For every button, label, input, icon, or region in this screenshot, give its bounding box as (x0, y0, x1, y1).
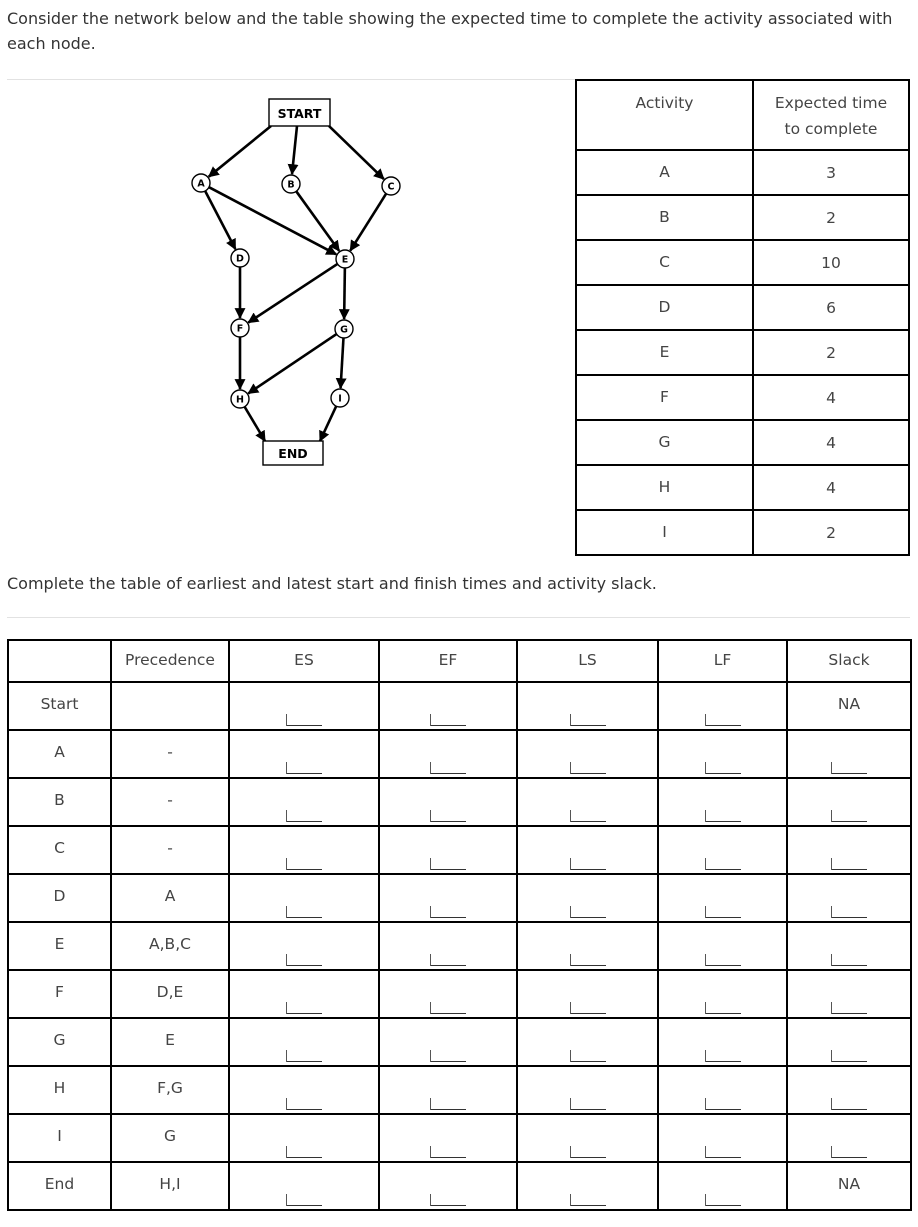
slack-cell (787, 682, 911, 730)
ef-input[interactable] (430, 761, 466, 774)
ls-input[interactable] (570, 1145, 606, 1158)
lf-input[interactable] (705, 857, 741, 870)
activity-cell: F (576, 375, 753, 420)
edge-arrow (292, 126, 297, 174)
node-a (192, 174, 210, 192)
slack-cell (787, 1066, 911, 1114)
es-cell (229, 874, 379, 922)
intro-text: Consider the network below and the table showing the expected time to complete the activity associated with each node. (7, 9, 893, 53)
node-h (231, 390, 249, 408)
activity-cell: B (8, 778, 111, 826)
table-header-row (8, 640, 911, 682)
lf-cell (658, 874, 787, 922)
precedence-cell: F,G (111, 1066, 229, 1114)
ef-input[interactable] (430, 1145, 466, 1158)
slack-cell (787, 922, 911, 970)
slack-input[interactable] (831, 1049, 867, 1062)
ls-input[interactable] (570, 1193, 606, 1206)
node-d (231, 249, 249, 267)
node-label: A (197, 178, 205, 190)
table-row (8, 1066, 911, 1114)
ls-cell (517, 970, 658, 1018)
ef-input[interactable] (430, 857, 466, 870)
activity-cell: G (576, 420, 753, 465)
es-cell (229, 1066, 379, 1114)
precedence-cell: - (111, 826, 229, 874)
ls-input[interactable] (570, 857, 606, 870)
ef-cell (379, 826, 517, 874)
ef-input[interactable] (430, 713, 466, 726)
es-cell (229, 778, 379, 826)
ls-cell (517, 1066, 658, 1114)
slack-cell (787, 970, 911, 1018)
ls-input[interactable] (570, 809, 606, 822)
ls-cell (517, 874, 658, 922)
time-cell: 2 (753, 195, 909, 240)
slack-na: NA (837, 1175, 861, 1193)
edge-arrow (350, 194, 386, 251)
es-input[interactable] (286, 713, 322, 726)
activity-cell: I (8, 1114, 111, 1162)
es-input[interactable] (286, 1193, 322, 1206)
edge-arrow (209, 126, 271, 177)
time-cell: 4 (753, 465, 909, 510)
edge-arrow (248, 264, 337, 323)
node-e (336, 250, 354, 268)
header-cell: Precedence (111, 640, 229, 682)
es-input[interactable] (286, 761, 322, 774)
es-cell (229, 730, 379, 778)
ls-input[interactable] (570, 1097, 606, 1110)
activity-cell: C (576, 240, 753, 285)
table-row (8, 1018, 911, 1066)
es-cell (229, 970, 379, 1018)
table-row (8, 682, 911, 730)
node-label: H (236, 394, 244, 406)
ef-cell (379, 1114, 517, 1162)
table-header-row (576, 80, 909, 150)
es-input[interactable] (286, 1001, 322, 1014)
edge-arrow (341, 338, 344, 388)
prompt-text: Complete the table of earliest and latest start and finish times and activity slack. (7, 574, 657, 593)
precedence-cell: - (111, 730, 229, 778)
activity-cell: B (576, 195, 753, 240)
node-b (282, 175, 300, 193)
activity-cell: C (8, 826, 111, 874)
header-cell (8, 640, 111, 682)
activity-cell: E (576, 330, 753, 375)
ef-cell (379, 874, 517, 922)
node-f (231, 319, 249, 337)
slack-input[interactable] (831, 1097, 867, 1110)
lf-cell (658, 682, 787, 730)
ls-cell (517, 922, 658, 970)
slack-input[interactable] (831, 809, 867, 822)
activity-time-table (575, 79, 910, 556)
table-row (576, 240, 909, 285)
edge-arrow (248, 334, 336, 393)
activity-cell: Start (8, 682, 111, 730)
time-cell: 3 (753, 150, 909, 195)
lf-cell (658, 1066, 787, 1114)
precedence-cell: D,E (111, 970, 229, 1018)
edge-arrow (329, 126, 384, 179)
node-label: G (340, 324, 348, 336)
header-cell: Slack (787, 640, 911, 682)
lf-cell (658, 730, 787, 778)
es-cell (229, 682, 379, 730)
ef-cell (379, 682, 517, 730)
ef-input[interactable] (430, 1001, 466, 1014)
table-row (576, 330, 909, 375)
lf-input[interactable] (705, 953, 741, 966)
ef-input[interactable] (430, 1193, 466, 1206)
start-label: START (277, 106, 322, 121)
ls-cell (517, 826, 658, 874)
node-label: B (287, 179, 295, 191)
lf-input[interactable] (705, 905, 741, 918)
time-cell: 4 (753, 375, 909, 420)
slack-input[interactable] (831, 857, 867, 870)
ls-input[interactable] (570, 1049, 606, 1062)
lf-cell (658, 1114, 787, 1162)
ef-cell (379, 1018, 517, 1066)
slack-cell (787, 874, 911, 922)
header-cell: EF (379, 640, 517, 682)
precedence-cell: A (111, 874, 229, 922)
table-row (576, 510, 909, 555)
es-input[interactable] (286, 857, 322, 870)
table-row (8, 826, 911, 874)
slack-input[interactable] (831, 1145, 867, 1158)
ef-input[interactable] (430, 809, 466, 822)
activity-cell: F (8, 970, 111, 1018)
lf-input[interactable] (705, 1097, 741, 1110)
ls-cell (517, 1162, 658, 1210)
ef-input[interactable] (430, 905, 466, 918)
header-activity: Activity (576, 80, 753, 150)
table-row (8, 730, 911, 778)
start-box (269, 99, 330, 126)
end-label: END (278, 446, 308, 461)
precedence-cell: E (111, 1018, 229, 1066)
es-cell (229, 826, 379, 874)
ls-input[interactable] (570, 761, 606, 774)
slack-input[interactable] (831, 905, 867, 918)
ef-cell (379, 778, 517, 826)
node-label: C (387, 181, 395, 193)
table-row (8, 1162, 911, 1210)
time-cell: 4 (753, 420, 909, 465)
es-input[interactable] (286, 809, 322, 822)
activity-cell: E (8, 922, 111, 970)
table-row (576, 375, 909, 420)
table-row (8, 1114, 911, 1162)
lf-cell (658, 778, 787, 826)
lf-input[interactable] (705, 761, 741, 774)
ef-cell (379, 730, 517, 778)
slack-cell (787, 1018, 911, 1066)
edge-arrow (320, 406, 336, 441)
lf-input[interactable] (705, 809, 741, 822)
ls-cell (517, 1114, 658, 1162)
ls-input[interactable] (570, 1001, 606, 1014)
lf-input[interactable] (705, 1145, 741, 1158)
lf-input[interactable] (705, 1193, 741, 1206)
divider (7, 617, 910, 618)
time-cell: 2 (753, 510, 909, 555)
node-c (382, 177, 400, 195)
ef-cell (379, 1162, 517, 1210)
es-input[interactable] (286, 1097, 322, 1110)
slack-input[interactable] (831, 1001, 867, 1014)
slack-cell (787, 778, 911, 826)
lf-cell (658, 826, 787, 874)
ls-cell (517, 778, 658, 826)
slack-input[interactable] (831, 761, 867, 774)
es-input[interactable] (286, 905, 322, 918)
ls-cell (517, 682, 658, 730)
ef-cell (379, 970, 517, 1018)
header-cell: LS (517, 640, 658, 682)
table-row (8, 922, 911, 970)
table-row (8, 778, 911, 826)
time-cell: 10 (753, 240, 909, 285)
time-cell: 6 (753, 285, 909, 330)
es-cell (229, 1162, 379, 1210)
header-cell: LF (658, 640, 787, 682)
node-label: F (236, 323, 244, 335)
table-row (576, 285, 909, 330)
lf-cell (658, 1162, 787, 1210)
edge-arrow (296, 191, 339, 251)
node-label: D (236, 253, 244, 265)
activity-cell: I (576, 510, 753, 555)
ls-cell (517, 730, 658, 778)
activity-cell: A (8, 730, 111, 778)
ls-input[interactable] (570, 713, 606, 726)
activity-cell: D (8, 874, 111, 922)
schedule-table (7, 639, 912, 1211)
network-diagram (0, 0, 575, 480)
edge-arrow (245, 407, 265, 441)
precedence-cell: - (111, 778, 229, 826)
activity-cell: End (8, 1162, 111, 1210)
ef-input[interactable] (430, 953, 466, 966)
node-label: I (338, 393, 342, 405)
slack-input[interactable] (831, 953, 867, 966)
es-input[interactable] (286, 953, 322, 966)
es-cell (229, 1018, 379, 1066)
precedence-cell: A,B,C (111, 922, 229, 970)
precedence-cell: G (111, 1114, 229, 1162)
activity-cell: D (576, 285, 753, 330)
es-input[interactable] (286, 1145, 322, 1158)
slack-cell (787, 1114, 911, 1162)
lf-cell (658, 970, 787, 1018)
table-row (576, 465, 909, 510)
header-expected-time: Expected time to complete (753, 80, 909, 150)
ef-cell (379, 922, 517, 970)
lf-cell (658, 1018, 787, 1066)
es-cell (229, 922, 379, 970)
table-row (576, 150, 909, 195)
ls-input[interactable] (570, 905, 606, 918)
time-cell: 2 (753, 330, 909, 375)
es-input[interactable] (286, 1049, 322, 1062)
edge-arrow (344, 268, 345, 319)
es-cell (229, 1114, 379, 1162)
precedence-cell: H,I (111, 1162, 229, 1210)
ef-input[interactable] (430, 1097, 466, 1110)
precedence-cell (111, 682, 229, 730)
header-cell: ES (229, 640, 379, 682)
activity-cell: H (576, 465, 753, 510)
ls-input[interactable] (570, 953, 606, 966)
end-box (263, 441, 323, 465)
node-g (335, 320, 353, 338)
table-row (8, 970, 911, 1018)
lf-input[interactable] (705, 1049, 741, 1062)
activity-cell: H (8, 1066, 111, 1114)
activity-cell: G (8, 1018, 111, 1066)
node-label: E (341, 254, 349, 266)
table-row (576, 195, 909, 240)
table-row (8, 874, 911, 922)
activity-cell: A (576, 150, 753, 195)
slack-na: NA (837, 695, 861, 713)
node-i (331, 389, 349, 407)
ef-cell (379, 1066, 517, 1114)
ef-input[interactable] (430, 1049, 466, 1062)
lf-input[interactable] (705, 1001, 741, 1014)
slack-cell (787, 730, 911, 778)
slack-cell (787, 826, 911, 874)
slack-cell (787, 1162, 911, 1210)
lf-cell (658, 922, 787, 970)
lf-input[interactable] (705, 713, 741, 726)
ls-cell (517, 1018, 658, 1066)
table-row (576, 420, 909, 465)
